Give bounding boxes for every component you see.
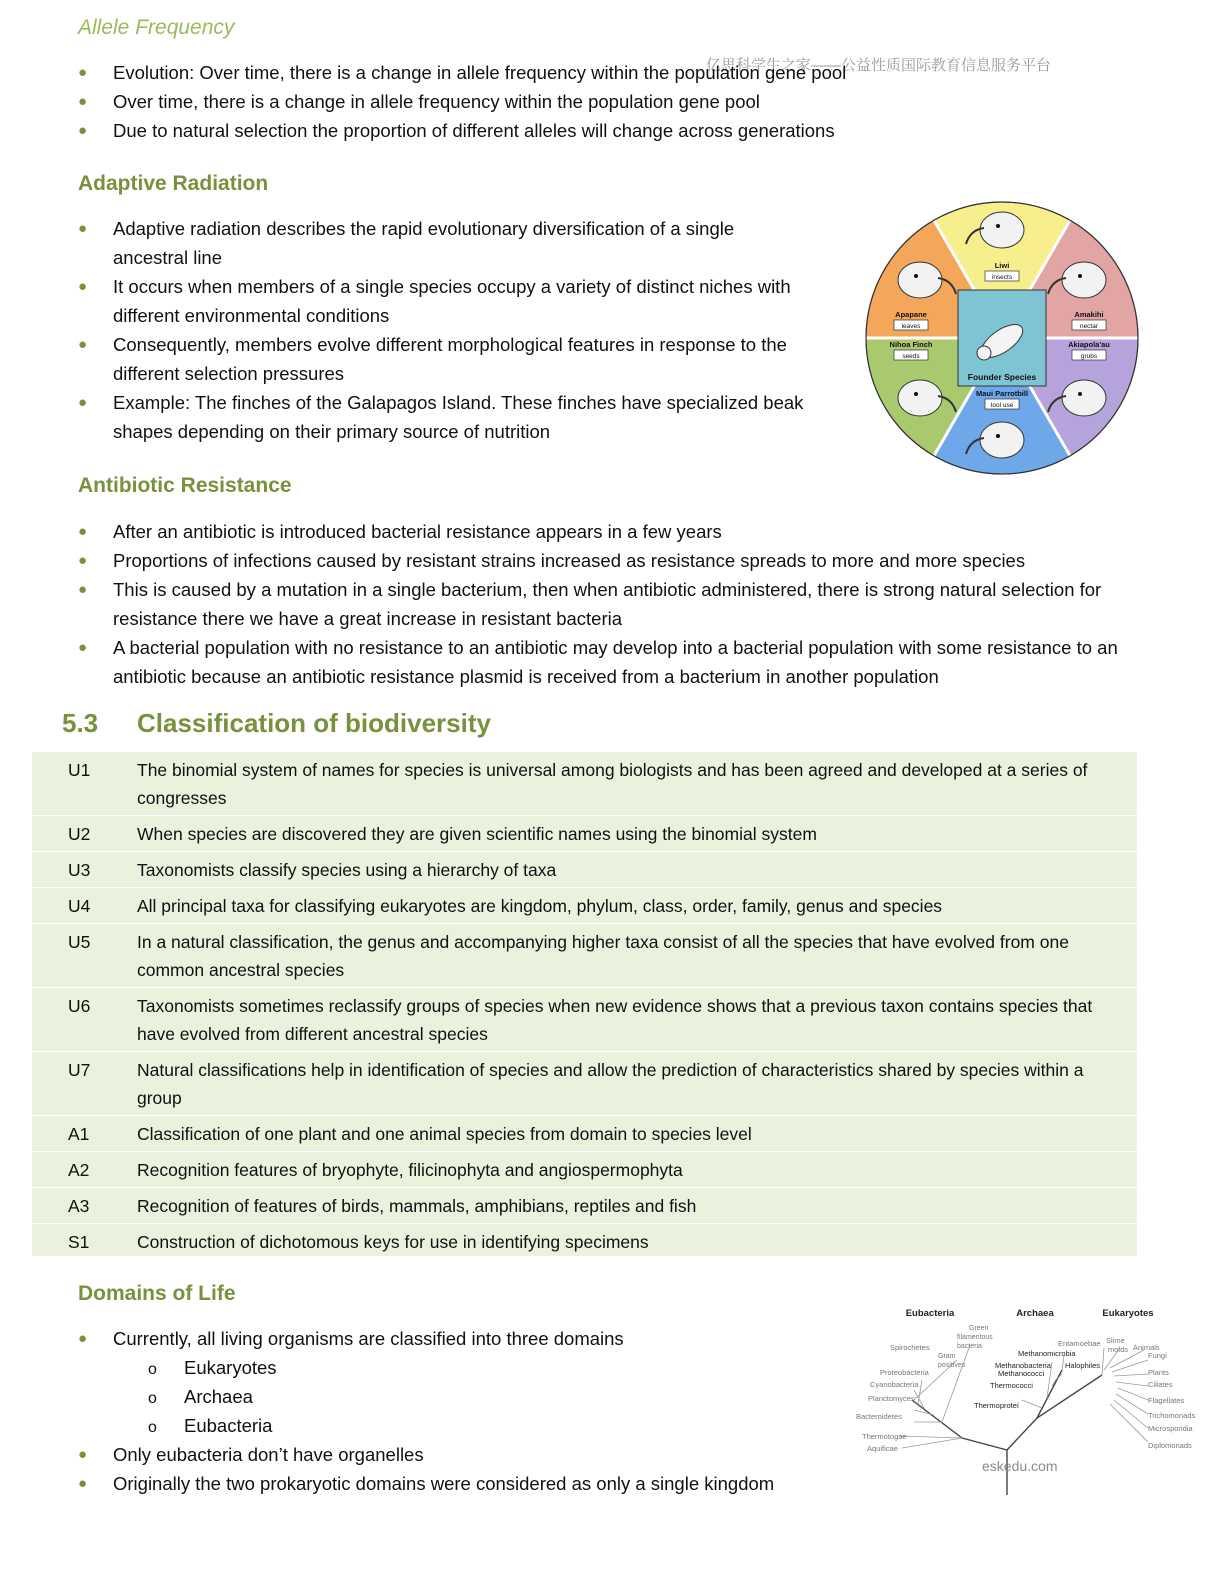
row-text <box>137 1192 1132 1220</box>
bird-eye-icon <box>996 434 1000 438</box>
list-item <box>78 517 722 546</box>
list-item-text: Evolution: Over time, there is a change in allele frequency within the population gene pool <box>113 62 847 83</box>
row-code: A3 <box>68 1196 90 1216</box>
founder-bird-head-icon <box>977 346 991 360</box>
taxon-label: Microsporidia <box>1148 1424 1193 1433</box>
table-row <box>32 1116 1137 1152</box>
bullet-icon: ● <box>78 552 88 569</box>
table-row <box>32 924 1137 988</box>
row-text-line: When species are discovered they are given scientific names using the binomial system <box>137 824 817 844</box>
row-text <box>137 928 1132 984</box>
taxon-label: positives <box>938 1362 966 1369</box>
list-item <box>78 214 734 272</box>
table-row <box>32 1224 1137 1260</box>
taxon-label: Plants <box>1148 1368 1169 1377</box>
taxon-label: Methanobacteria <box>995 1361 1051 1370</box>
table-row <box>32 816 1137 852</box>
domains-heading: Domains of Life <box>78 1282 236 1305</box>
bird-eye-icon <box>914 274 918 278</box>
list-item-text: ancestral line <box>113 247 223 268</box>
circle-bullet-icon: o <box>148 1361 157 1378</box>
list-item <box>78 633 1118 691</box>
row-text <box>137 820 1132 848</box>
section-number: 5.3 <box>62 708 99 738</box>
sub-list-item-text: Eubacteria <box>184 1415 273 1436</box>
list-item-text: Example: The finches of the Galapagos Island. These finches have specialized beak <box>113 392 804 413</box>
list-item-text: After an antibiotic is introduced bacterial resistance appears in a few years <box>113 521 722 542</box>
tree-group-label: Eukaryotes <box>1102 1308 1154 1319</box>
list-item <box>78 546 1025 575</box>
bird-name-label: Nihoa Finch <box>889 340 933 349</box>
list-item-text: different environmental conditions <box>113 305 390 326</box>
bird-head-icon <box>980 212 1024 248</box>
row-text-line: The binomial system of names for species is universal among biologists and has been agreed and developed at a series of <box>137 760 1088 780</box>
list-item-text: Only eubacteria don’t have organelles <box>113 1444 424 1465</box>
bullet-icon: ● <box>78 1330 88 1347</box>
row-text-line: Taxonomists classify species using a hierarchy of taxa <box>137 860 557 880</box>
bullet-icon: ● <box>78 1475 88 1492</box>
taxon-label: Methanomicrobia <box>1018 1349 1076 1358</box>
taxon-label: Thermoproteí <box>974 1401 1020 1410</box>
bird-eye-icon <box>914 392 918 396</box>
row-text-line: have evolved from different ancestral species <box>137 1024 488 1044</box>
table-row <box>32 888 1137 924</box>
list-item-text: different selection pressures <box>113 363 345 384</box>
taxon-label: Thermotogae <box>862 1432 907 1441</box>
bird-food-label: seeds <box>902 353 920 360</box>
list-item-text: Originally the two prokaryotic domains were considered as only a single kingdom <box>113 1473 775 1494</box>
list-item <box>78 1324 624 1353</box>
list-item-text: A bacterial population with no resistance to an antibiotic may develop into a bacterial population with some resistance to an <box>113 637 1118 658</box>
tree-branch-line <box>914 1410 934 1415</box>
syllabus-table <box>32 752 1137 1256</box>
taxon-label: Entamoebae <box>1058 1339 1101 1348</box>
list-item <box>78 272 791 330</box>
list-item-text: shapes depending on their primary source of nutrition <box>113 421 551 442</box>
row-text-line: Taxonomists sometimes reclassify groups of species when new evidence shows that a previous taxon contains species that <box>137 996 1093 1016</box>
bird-name-label: Akiapola'au <box>1068 340 1110 349</box>
row-text-line: common ancestral species <box>137 960 345 980</box>
bird-eye-icon <box>1078 274 1082 278</box>
row-text <box>137 992 1132 1048</box>
taxon-label: Ciliates <box>1148 1380 1173 1389</box>
bullet-icon: ● <box>78 336 88 353</box>
taxon-label: Halophiles <box>1065 1361 1101 1370</box>
circle-bullet-icon: o <box>148 1419 157 1436</box>
taxon-label: bacteria <box>957 1343 982 1350</box>
list-item <box>78 330 787 388</box>
bird-food-label: nectar <box>1079 323 1099 330</box>
bird-eye-icon <box>996 224 1000 228</box>
bird-head-icon <box>898 380 942 416</box>
row-code: U5 <box>68 932 91 952</box>
bullet-icon: ● <box>78 581 88 598</box>
taxon-label: Bacteroidetes <box>856 1412 902 1421</box>
list-item-text: Due to natural selection the proportion of different alleles will change across generations <box>113 120 835 141</box>
list-item-text: Proportions of infections caused by resistant strains increased as resistance spreads to more and more species <box>113 550 1026 571</box>
tree-branch-line <box>900 1436 962 1438</box>
row-text-line: Natural classifications help in identification of species and allow the prediction of characteristics shared by species within a <box>137 1060 1084 1080</box>
taxon-label: Proteobacteria <box>880 1368 929 1377</box>
taxon-label: Flagellates <box>1148 1396 1185 1405</box>
tree-group-label: Eubacteria <box>905 1308 955 1319</box>
table-row <box>32 1152 1137 1188</box>
table-row <box>32 1052 1137 1116</box>
list-item-text: Over time, there is a change in allele frequency within the population gene pool <box>113 91 760 112</box>
row-text <box>137 1056 1132 1112</box>
row-text <box>137 1156 1132 1184</box>
table-row <box>32 852 1137 888</box>
row-text-line: Recognition features of bryophyte, filicinophyta and angiospermophyta <box>137 1160 683 1180</box>
bullet-icon: ● <box>78 122 88 139</box>
row-text <box>137 1228 1132 1256</box>
bullet-icon: ● <box>78 639 88 656</box>
adaptive-radiation-figure <box>862 198 1142 478</box>
tree-of-life-figure <box>852 1300 1204 1498</box>
row-text-line: All principal taxa for classifying eukaryotes are kingdom, phylum, class, order, family, genus and species <box>137 896 943 916</box>
bird-name-label: Apapane <box>895 310 927 319</box>
bird-name-label: Liwi <box>994 261 1010 270</box>
allele-frequency-heading: Allele Frequency <box>78 16 235 39</box>
list-item <box>78 58 846 87</box>
row-text <box>137 1120 1132 1148</box>
list-item-text: It occurs when members of a single species occupy a variety of distinct niches with <box>113 276 791 297</box>
list-item-text: resistance there we have a great increase in resistant bacteria <box>113 608 623 629</box>
bird-head-icon <box>1062 262 1106 298</box>
list-item <box>78 1440 424 1469</box>
tree-branch-line <box>1102 1348 1104 1375</box>
sub-list-item-text: Archaea <box>184 1386 253 1407</box>
row-text-line: In a natural classification, the genus and accompanying higher taxa consist of all the species that have evolved from one <box>137 932 1069 952</box>
list-item-text: Currently, all living organisms are classified into three domains <box>113 1328 624 1349</box>
taxon-label: Spirochetes <box>890 1343 930 1352</box>
circle-bullet-icon: o <box>148 1390 157 1407</box>
taxon-label: Thermococci <box>990 1381 1033 1390</box>
bullet-icon: ● <box>78 278 88 295</box>
row-code: U4 <box>68 896 91 916</box>
list-item-text: This is caused by a mutation in a single bacterium, then when antibiotic administered, there is strong natural selection for <box>113 579 1102 600</box>
founder-species-label: Founder Species <box>967 372 1037 382</box>
tree-branch-line <box>1114 1374 1148 1376</box>
antibiotic-resistance-heading: Antibiotic Resistance <box>78 474 292 497</box>
row-text <box>137 892 1132 920</box>
taxon-label: Diplomonads <box>1148 1441 1192 1450</box>
bird-food-label: grubs <box>1080 353 1098 360</box>
bird-food-label: tool use <box>990 402 1014 409</box>
adaptive-radiation-heading: Adaptive Radiation <box>78 172 269 195</box>
bird-name-label: Maui Parrotbill <box>975 389 1029 398</box>
taxon-label: Slime <box>1106 1336 1125 1345</box>
row-code: S1 <box>68 1232 90 1252</box>
list-item-text: Consequently, members evolve different morphological features in response to the <box>113 334 787 355</box>
tree-branch-line <box>1116 1394 1148 1414</box>
row-code: U7 <box>68 1060 91 1080</box>
bullet-icon: ● <box>78 523 88 540</box>
bullet-icon: ● <box>78 1446 88 1463</box>
taxon-label: Methanococci <box>998 1369 1045 1378</box>
bullet-icon: ● <box>78 394 88 411</box>
tree-branch-line <box>1062 1356 1064 1370</box>
tree-branch-line <box>1114 1400 1148 1428</box>
row-code: A1 <box>68 1124 90 1144</box>
list-item-text: antibiotic because an antibiotic resistance plasmid is received from a bacterium in another population <box>113 666 939 687</box>
bullet-icon: ● <box>78 93 88 110</box>
taxon-label: Animals <box>1133 1343 1160 1352</box>
table-row <box>32 1188 1137 1224</box>
bird-name-label: Amakihi <box>1074 310 1104 319</box>
tree-group-label: Archaea <box>1016 1308 1054 1319</box>
tree-branch-line <box>1112 1360 1148 1372</box>
list-item-text: Adaptive radiation describes the rapid evolutionary diversification of a single <box>113 218 735 239</box>
row-code: U1 <box>68 760 91 780</box>
row-text-line: Classification of one plant and one animal species from domain to species level <box>137 1124 752 1144</box>
list-item <box>78 388 803 446</box>
bird-head-icon <box>980 422 1024 458</box>
bird-food-label: leaves <box>901 323 921 330</box>
bullet-icon: ● <box>78 64 88 81</box>
taxon-label: molds <box>1108 1345 1129 1354</box>
bird-food-label: insects <box>991 274 1013 281</box>
taxon-label: Trichomonads <box>1148 1411 1196 1420</box>
taxon-label: Aquificae <box>867 1444 898 1453</box>
taxon-label: filamentous <box>957 1334 993 1341</box>
row-text-line: Construction of dichotomous keys for use in identifying specimens <box>137 1232 649 1252</box>
tree-watermark: eskedu.com <box>982 1458 1058 1474</box>
row-text <box>137 756 1132 812</box>
list-item <box>78 116 835 145</box>
bullet-icon: ● <box>78 220 88 237</box>
sub-list-item <box>148 1411 272 1442</box>
bird-eye-icon <box>1078 392 1082 396</box>
list-item <box>78 87 760 116</box>
tree-branch-line <box>902 1438 962 1448</box>
bird-head-icon <box>1062 380 1106 416</box>
list-item <box>78 575 1101 633</box>
row-text <box>137 856 1132 884</box>
tree-branch-line <box>1022 1400 1042 1408</box>
taxon-label: Fungi <box>1148 1351 1167 1360</box>
taxon-label: Gram <box>938 1353 956 1360</box>
list-item <box>78 1469 774 1498</box>
table-row <box>32 988 1137 1052</box>
row-code: U6 <box>68 996 91 1016</box>
row-code: A2 <box>68 1160 90 1180</box>
tree-branch-line <box>1116 1382 1148 1386</box>
row-text-line: congresses <box>137 788 227 808</box>
watermark-text: 亿思科学生之家——公益性质国际教育信息服务平台 <box>706 57 1052 74</box>
sub-list-item <box>148 1353 277 1384</box>
bird-head-icon <box>898 262 942 298</box>
row-text-line: Recognition of features of birds, mammals, amphibians, reptiles and fish <box>137 1196 697 1216</box>
row-code: U2 <box>68 824 91 844</box>
taxon-label: Planctomyces <box>868 1394 915 1403</box>
sub-list-item-text: Eukaryotes <box>184 1357 277 1378</box>
sub-list-item <box>148 1382 253 1413</box>
section-title: Classification of biodiversity <box>137 708 491 738</box>
table-row <box>32 752 1137 816</box>
taxon-label: Green <box>969 1325 989 1332</box>
row-code: U3 <box>68 860 91 880</box>
taxon-label: Cyanobacteria <box>870 1380 919 1389</box>
row-text-line: group <box>137 1088 182 1108</box>
